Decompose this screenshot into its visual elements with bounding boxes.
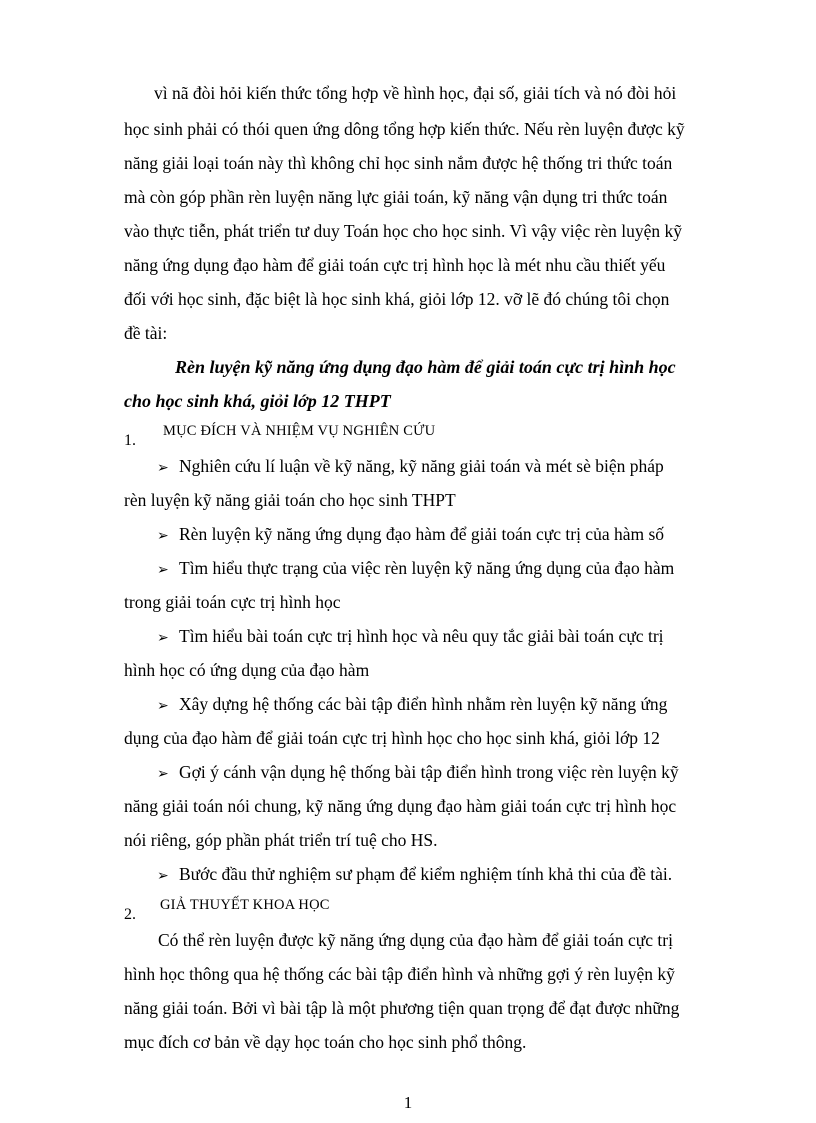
hypothesis-line-1: Có thể rèn luyện được kỹ năng ứng dụng của đạo hàm để giải toán cực trị (158, 930, 673, 950)
list-item-3 (157, 558, 674, 581)
list-item-2-text: Rèn luyện kỹ năng ứng dụng đạo hàm để giải toán cực trị của hàm số (179, 524, 665, 544)
arrow-bullet-icon: ➢ (157, 563, 169, 578)
intro-line-1: vì nã đòi hỏi kiến thức tổng hợp về hình học, đại số, giải tích và nó đòi hỏi (154, 83, 677, 103)
list-item-7 (157, 864, 672, 887)
list-item-6 (157, 762, 679, 785)
section-2-heading: GIẢ THUYẾT KHOA HỌC (160, 897, 330, 913)
title-line-1: Rèn luyện kỹ năng ứng dụng đạo hàm để giải toán cực trị hình học (175, 357, 676, 377)
list-item-5-text: Xây dựng hệ thống các bài tập điển hình nhằm rèn luyện kỹ năng ứng (179, 694, 668, 714)
section-1-number: 1. (124, 432, 136, 449)
list-item-1 (157, 456, 664, 479)
arrow-bullet-icon: ➢ (157, 631, 169, 646)
hypothesis-line-3: năng giải toán. Bởi vì bài tập là một phương tiện quan trọng để đạt được những (124, 998, 680, 1018)
intro-line-4: mà còn góp phần rèn luyện năng lực giải toán, kỹ năng vận dụng tri thức toán (124, 187, 668, 207)
intro-line-6: năng ứng dụng đạo hàm để giải toán cực trị hình học là mét nhu cầu thiết yếu (124, 255, 666, 275)
section-2-number: 2. (124, 906, 136, 923)
list-item-5-cont: dụng của đạo hàm để giải toán cực trị hình học cho học sinh khá, giỏi lớp 12 (124, 728, 660, 748)
arrow-bullet-icon: ➢ (157, 529, 169, 544)
list-item-3-cont: trong giải toán cực trị hình học (124, 592, 341, 612)
list-item-4-text: Tìm hiểu bài toán cực trị hình học và nêu quy tắc giải bài toán cực trị (179, 626, 664, 646)
title-line-2: cho học sinh khá, giỏi lớp 12 THPT (124, 391, 391, 411)
list-item-6-cont-1: năng giải toán nói chung, kỹ năng ứng dụng đạo hàm giải toán cực trị hình học (124, 796, 677, 816)
intro-line-5: vào thực tiễn, phát triển tư duy Toán học cho học sinh. Vì vậy việc rèn luyện kỹ (124, 221, 683, 241)
arrow-bullet-icon: ➢ (157, 699, 169, 714)
list-item-1-cont: rèn luyện kỹ năng giải toán cho học sinh THPT (124, 490, 456, 510)
list-item-7-text: Bước đầu thử nghiệm sư phạm để kiểm nghiệm tính khả thi của đề tài. (179, 864, 673, 884)
section-1-heading: MỤC ĐÍCH VÀ NHIỆM VỤ NGHIÊN CỨU (163, 423, 436, 439)
list-item-6-text: Gợi ý cánh vận dụng hệ thống bài tập điển hình trong việc rèn luyện kỹ (179, 762, 679, 782)
list-item-6-cont-2: nói riêng, góp phần phát triển trí tuệ cho HS. (124, 830, 438, 850)
list-item-2 (157, 524, 664, 547)
list-item-1-text: Nghiên cứu lí luận về kỹ năng, kỹ năng giải toán và mét sè biện pháp (179, 456, 664, 476)
list-item-5 (157, 694, 667, 717)
list-item-4 (157, 626, 664, 649)
intro-line-2: học sinh phải có thói quen ứng dông tổng hợp kiến thức. Nếu rèn luyện được kỹ (124, 119, 685, 139)
list-item-4-cont: hình học có ứng dụng của đạo hàm (124, 660, 370, 680)
hypothesis-line-2: hình học thông qua hệ thống các bài tập điển hình và những gợi ý rèn luyện kỹ (124, 964, 675, 984)
page-number: 1 (403, 1093, 413, 1112)
arrow-bullet-icon: ➢ (157, 869, 169, 884)
arrow-bullet-icon: ➢ (157, 461, 169, 476)
hypothesis-line-4: mục đích cơ bản về dạy học toán cho học sinh phổ thông. (124, 1032, 527, 1052)
list-item-3-text: Tìm hiểu thực trạng của việc rèn luyện kỹ năng ứng dụng của đạo hàm (179, 558, 675, 578)
arrow-bullet-icon: ➢ (157, 767, 169, 782)
intro-line-7: đối với học sinh, đặc biệt là học sinh khá, giỏi lớp 12. vỡ lẽ đó chúng tôi chọn (124, 289, 670, 309)
intro-line-8: đề tài: (124, 323, 168, 343)
intro-line-3: năng giải loại toán này thì không chỉ học sinh nắm được hệ thống tri thức toán (124, 153, 673, 173)
